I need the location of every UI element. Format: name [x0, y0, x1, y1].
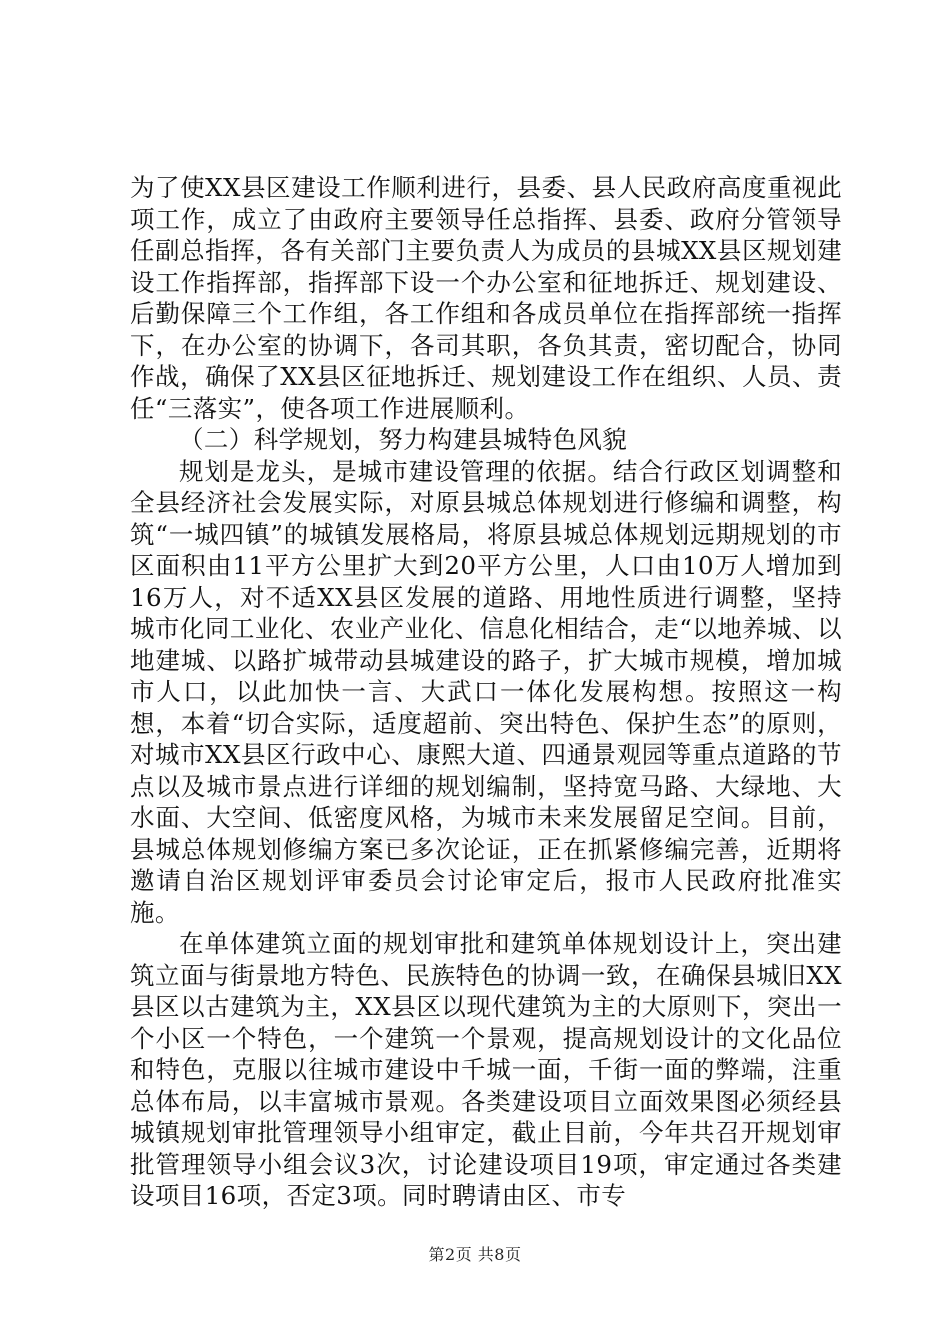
section-heading: （二）科学规划，努力构建县城特色风貌 — [179, 425, 628, 454]
paragraph-planning: 规划是龙头，是城市建设管理的依据。结合行政区划调整和全县经济社会发展实际，对原县城总体规划进行修编和调整，构筑“一城四镇”的城镇发展格局，将原县城总体规划远期规划的市区面积由11平方公里扩大到20平方公里，人口由10万人增加到16万人，对不适XX县区发展的道路、用地性质进行调整，坚持城市化同工业化、农业产业化、信息化相结合，走“以地养城、以地建城、以路扩城带动县城建设的路子，扩大城市规模，增加城市人口，以此加快一言、大武口一体化发展构想。按照这一构想，本着“切合实际，适度超前、突出特色、保护生态”的原则，对城市XX县区行政中心、康熙大道、四通景观园等重点道路的节点以及城市景点进行详细的规划编制，坚持宽马路、大绿地、大水面、大空间、低密度风格，为城市未来发展留足空间。目前，县城总体规划修编方案已多次论证，正在抓紧修编完善，近期将邀请自治区规划评审委员会讨论审定后，报市人民政府批准实施。 — [130, 456, 842, 927]
paragraph-continuation: 为了使XX县区建设工作顺利进行，县委、县人民政府高度重视此项工作，成立了由政府主要领导任总指挥、县委、政府分管领导任副总指挥，各有关部门主要负责人为成员的县城XX县区规划建设工作指挥部，指挥部下设一个办公室和征地拆迁、规划建设、后勤保障三个工作组，各工作组和各成员单位在指挥部统一指挥下，在办公室的协调下，各司其职，各负其责，密切配合，协同作战，确保了XX县区征地拆迁、规划建设工作在组织、人员、责任“三落实”，使各项工作进展顺利。 — [130, 173, 842, 423]
paragraph-building-design: 在单体建筑立面的规划审批和建筑单体规划设计上，突出建筑立面与街景地方特色、民族特色的协调一致，在确保县城旧XX县区以古建筑为主，XX县区以现代建筑为主的大原则下，突出一个小区一个特色，一个建筑一个景观，提高规划设计的文化品位和特色，克服以往城市建设中千城一面，千街一面的弊端，注重总体布局，以丰富城市景观。各类建设项目立面效果图必须经县城镇规划审批管理领导小组审定，截止目前，今年共召开规划审批管理领导小组会议3次，讨论建设项目19项，审定通过各类建设项目16项，否定3项。同时聘请由区、市专 — [130, 929, 842, 1210]
document-body — [130, 172, 842, 1212]
page-footer: 第2页 共8页 — [428, 1245, 522, 1264]
